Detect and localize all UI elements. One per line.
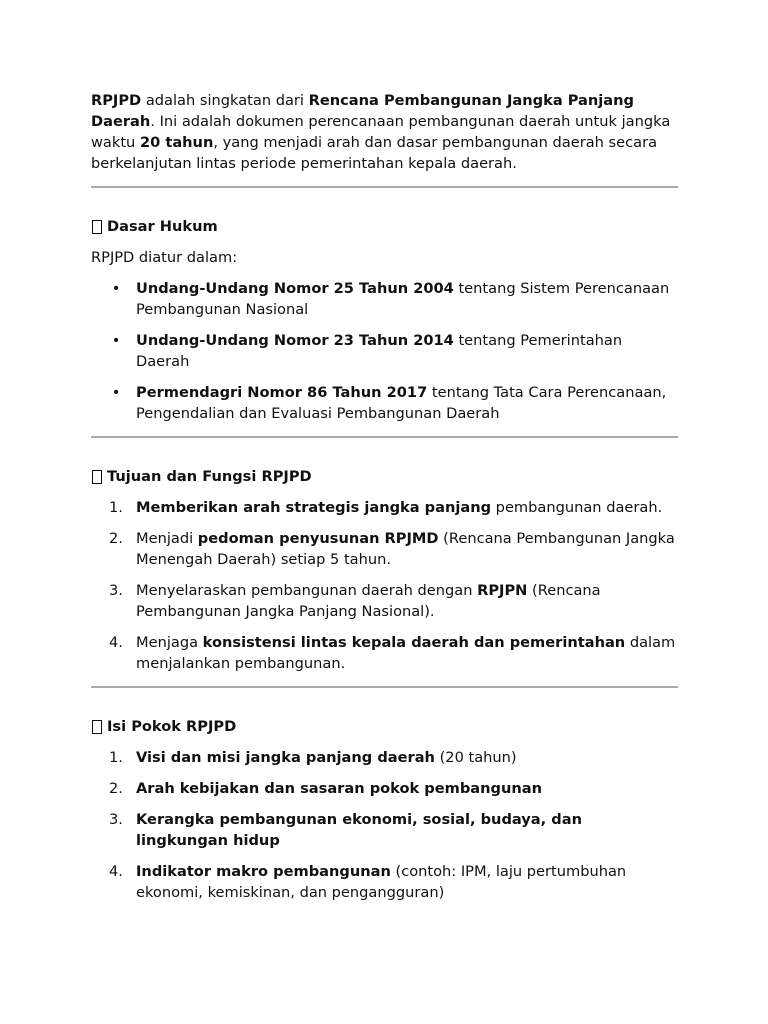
- item-text-bold: konsistensi lintas kepala daerah dan pemerintahan: [202, 634, 626, 651]
- list-item: [91, 778, 678, 799]
- list-number: 3.: [109, 811, 123, 828]
- intro-text-1: adalah singkatan dari: [141, 92, 309, 109]
- item-text-pre: Menjaga: [136, 634, 203, 651]
- section-title-text: Tujuan dan Fungsi RPJPD: [107, 468, 312, 485]
- list-item: [91, 580, 678, 622]
- item-text-post: (contoh: IPM, laju pertumbuhan ekonomi, kemiskinan, dan pengangguran): [136, 863, 627, 901]
- list-item: [91, 330, 678, 372]
- list-number: 2.: [109, 780, 123, 797]
- item-text-bold: RPJPN: [477, 582, 528, 599]
- list-number: 4.: [109, 863, 123, 880]
- list-item: [91, 382, 678, 424]
- list-number: 3.: [109, 582, 123, 599]
- missing-glyph-icon: [92, 720, 102, 734]
- law-description: tentang Pemerintahan Daerah: [136, 332, 623, 370]
- section-title-tujuan: [91, 466, 678, 487]
- law-description: tentang Sistem Perencanaan Pembangunan Nasional: [136, 280, 670, 318]
- item-text-post: (Rencana Pembangunan Jangka Menengah Daerah) setiap 5 tahun.: [136, 530, 675, 568]
- item-text-bold: pedoman penyusunan RPJMD: [197, 530, 439, 547]
- list-item: [91, 632, 678, 674]
- bullet-icon: •: [111, 384, 121, 401]
- item-text-post: pembangunan daerah.: [491, 499, 663, 516]
- law-name: Undang-Undang Nomor 23 Tahun 2014: [136, 332, 454, 349]
- law-name: Undang-Undang Nomor 25 Tahun 2004: [136, 280, 454, 297]
- missing-glyph-icon: [92, 470, 102, 484]
- intro-expansion: Rencana Pembangunan Jangka Panjang Daerah: [91, 92, 634, 130]
- bullet-icon: •: [111, 332, 121, 349]
- law-name: Permendagri Nomor 86 Tahun 2017: [136, 384, 428, 401]
- missing-glyph-icon: [92, 220, 102, 234]
- tujuan-list: [91, 497, 678, 674]
- item-text-bold: Visi dan misi jangka panjang daerah: [136, 749, 435, 766]
- list-number: 1.: [109, 499, 123, 516]
- list-item: [91, 278, 678, 320]
- list-item: [91, 747, 678, 768]
- item-text-post: (Rencana Pembangunan Jangka Panjang Nasional).: [136, 582, 601, 620]
- list-number: 1.: [109, 749, 123, 766]
- list-item: [91, 861, 678, 903]
- dasar-hukum-lead: RPJPD diatur dalam:: [91, 249, 238, 266]
- item-text-bold: Kerangka pembangunan ekonomi, sosial, budaya, dan lingkungan hidup: [136, 811, 582, 849]
- list-item: [91, 497, 678, 518]
- isi-pokok-list: [91, 747, 678, 903]
- item-text-pre: Menjadi: [136, 530, 198, 547]
- list-item: [91, 809, 678, 851]
- list-number: 2.: [109, 530, 123, 547]
- law-description: tentang Tata Cara Perencanaan, Pengendalian dan Evaluasi Pembangunan Daerah: [136, 384, 667, 422]
- intro-text-2: . Ini adalah dokumen perencanaan pembangunan daerah untuk jangka waktu: [91, 113, 671, 151]
- item-text-bold: Arah kebijakan dan sasaran pokok pembangunan: [136, 780, 542, 797]
- item-text-post: (20 tahun): [434, 749, 517, 766]
- section-title-dasar-hukum: [91, 216, 678, 237]
- section-title-isi-pokok: [91, 716, 678, 737]
- bullet-icon: •: [111, 280, 121, 297]
- intro-text-3: , yang menjadi arah dan dasar pembangunan daerah secara berkelanjutan lintas periode pemerintahan kepala daerah.: [91, 134, 658, 172]
- item-text-bold: Memberikan arah strategis jangka panjang: [136, 499, 492, 516]
- item-text-pre: Menyelaraskan pembangunan daerah dengan: [136, 582, 478, 599]
- intro-duration: 20 tahun: [139, 134, 214, 151]
- divider: [91, 436, 678, 438]
- item-text-bold: Indikator makro pembangunan: [136, 863, 391, 880]
- list-number: 4.: [109, 634, 123, 651]
- list-item: [91, 528, 678, 570]
- section-title-text: Dasar Hukum: [107, 218, 218, 235]
- section-title-text: Isi Pokok RPJPD: [107, 718, 237, 735]
- intro-paragraph: [91, 90, 678, 174]
- dasar-hukum-list: [91, 278, 678, 424]
- divider: [91, 686, 678, 688]
- divider: [91, 186, 678, 188]
- intro-term: RPJPD: [91, 92, 142, 109]
- item-text-post: dalam menjalankan pembangunan.: [136, 634, 676, 672]
